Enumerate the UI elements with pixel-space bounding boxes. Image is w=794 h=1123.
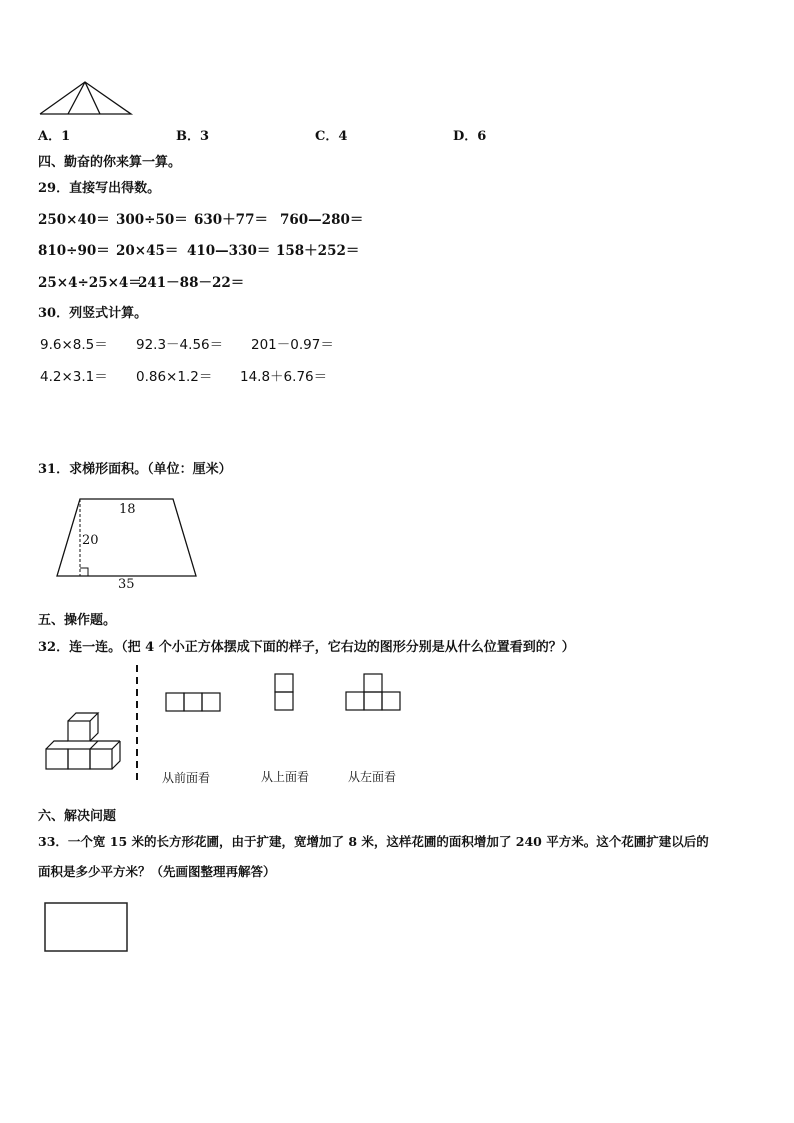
trapezoid-height-label: 20: [82, 533, 99, 548]
vertical-calc-item: 4.2×3.1＝: [40, 369, 108, 385]
cube-stack-figure: [44, 711, 124, 773]
q33-line1: 33．一个宽 15 米的长方形花圃，由于扩建，宽增加了 8 米，这样花圃的面积增加了 240 平方米。这个花圃扩建以后的: [38, 834, 709, 849]
section5-heading: 五、操作题。: [38, 613, 117, 628]
calc-item: 760—280＝: [280, 212, 364, 228]
calc-item: 410—330＝: [187, 243, 271, 259]
calc-item: 810÷90＝: [38, 243, 110, 259]
q33-line2: 面积是多少平方米？（先画图整理再解答）: [38, 864, 276, 879]
view-shape-column: [274, 673, 296, 713]
trapezoid-top-label: 18: [119, 502, 136, 517]
calc-item: 300÷50＝: [116, 212, 188, 228]
trapezoid-bottom-label: 35: [118, 577, 135, 592]
option-c: C．4: [315, 129, 348, 144]
q30-title: 30．列竖式计算。: [38, 306, 148, 321]
view-label-left: 从左面看: [348, 770, 397, 784]
rectangle-figure: [44, 902, 130, 954]
option-a: A．1: [38, 129, 71, 144]
calc-item: 630＋77＝: [194, 212, 268, 228]
dashed-divider: [135, 665, 139, 785]
view-shape-t: [345, 673, 403, 713]
calc-item: 25×4÷25×4＝: [38, 275, 142, 291]
calc-item: 250×40＝: [38, 212, 110, 228]
section4-heading: 四、勤奋的你来算一算。: [38, 155, 182, 170]
q32-title: 32．连一连。（把 4 个小正方体摆成下面的样子，它右边的图形分别是从什么位置看到的？）: [38, 640, 575, 655]
vertical-calc-item: 201－0.97＝: [251, 337, 334, 353]
view-shape-row: [165, 692, 223, 712]
section6-heading: 六、解决问题: [38, 809, 117, 824]
view-label-top: 从上面看: [261, 770, 310, 784]
vertical-calc-item: 0.86×1.2＝: [136, 369, 213, 385]
vertical-calc-item: 92.3－4.56＝: [136, 337, 224, 353]
q29-title: 29．直接写出得数。: [38, 181, 161, 196]
view-label-front: 从前面看: [162, 771, 211, 785]
option-d: D．6: [453, 129, 487, 144]
calc-item: 20×45＝: [116, 243, 179, 259]
q31-title: 31．求梯形面积。（单位：厘米）: [38, 462, 232, 477]
triangle-figure: [38, 80, 134, 116]
calc-item: 158＋252＝: [276, 243, 360, 259]
vertical-calc-item: 14.8＋6.76＝: [240, 369, 328, 385]
calc-item: 241－88－22＝: [138, 275, 245, 291]
option-b: B．3: [176, 129, 210, 144]
vertical-calc-item: 9.6×8.5＝: [40, 337, 108, 353]
